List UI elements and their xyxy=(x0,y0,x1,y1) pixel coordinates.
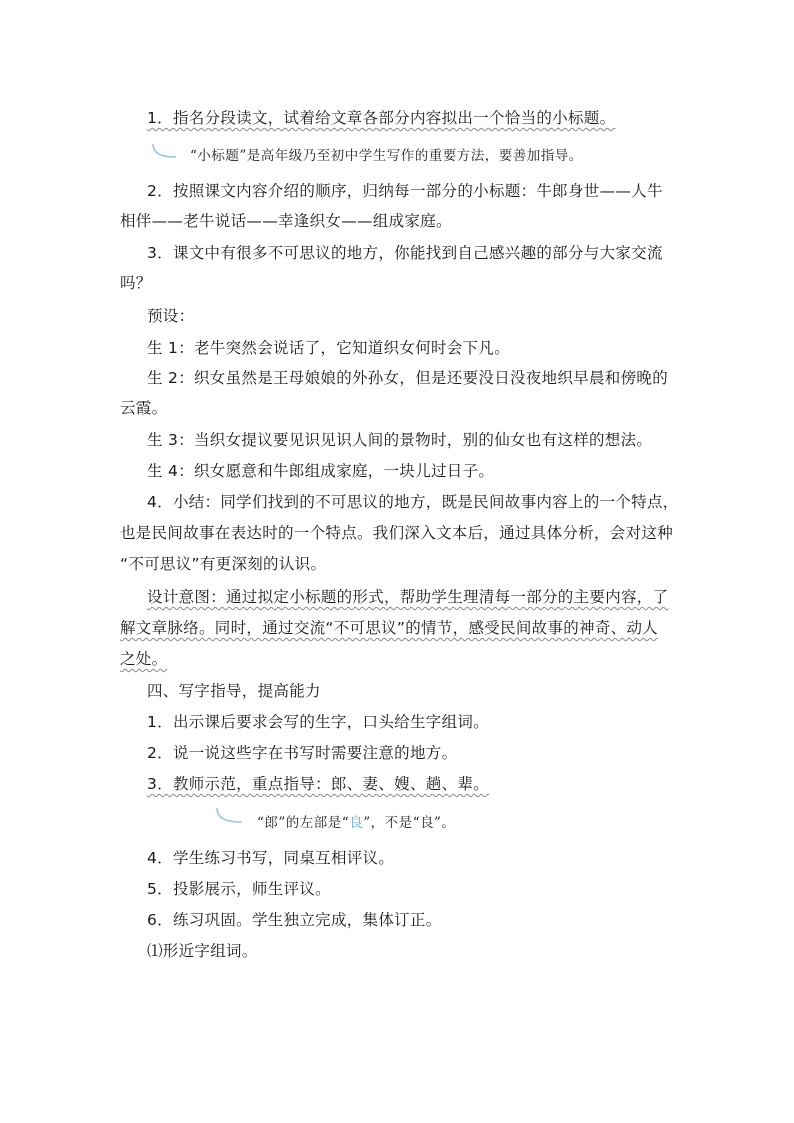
design-intent-line-3: 之处。 xyxy=(120,650,168,668)
teaching-note-2-prefix: “郎”的左部是“ xyxy=(257,815,350,831)
step-3-text: 3．课文中有很多不可思议的地方，你能找到自己感兴趣的部分与大家交流 xyxy=(147,244,663,262)
writing-step-4: 4．学生练习书写，同桌互相评议。 xyxy=(147,849,395,867)
writing-step-1: 1．出示课后要求会写的生字，口头给生字组词。 xyxy=(147,713,489,731)
section-4-heading: 四、写字指导，提高能力 xyxy=(147,682,321,700)
design-intent-line-2: 解文章脉络。同时，通过交流“不可思议”的情节，感受民间故事的神奇、动人 xyxy=(120,619,659,637)
writing-step-3: 3．教师示范，重点指导：郎、妻、嫂、趟、辈。 xyxy=(147,775,489,793)
writing-step-6: 6．练习巩固。学生独立完成，集体订正。 xyxy=(147,911,442,929)
step-2-text-cont: 相伴——老牛说话——幸逢织女——组成家庭。 xyxy=(120,212,452,230)
design-intent-line-1: 设计意图：通过拟定小标题的形式，帮助学生理清每一部分的主要内容，了 xyxy=(147,588,669,606)
radical-glyph: 良 xyxy=(349,815,364,831)
step-2-text: 2．按照课文内容介绍的顺序，归纳每一部分的小标题：牛郎身世——人牛 xyxy=(147,182,663,200)
exercise-item-1: ⑴形近字组词。 xyxy=(147,942,258,960)
step-1-text: 1．指名分段读文，试着给文章各部分内容拟出一个恰当的小标题。 xyxy=(147,109,616,127)
student-answer-3: 生 3：当织女提议要见识见识人间的景物时，别的仙女也有这样的想法。 xyxy=(147,431,653,449)
writing-step-5: 5．投影展示，师生评议。 xyxy=(147,880,331,898)
writing-step-2: 2．说一说这些字在书写时需要注意的地方。 xyxy=(147,744,458,762)
student-answer-2: 生 2：织女虽然是王母娘娘的外孙女，但是还要没日没夜地织早晨和傍晚的 xyxy=(147,369,668,387)
annotation-arrow-icon xyxy=(214,805,244,827)
annotation-arrow-icon xyxy=(150,141,178,161)
step-3-text-cont: 吗？ xyxy=(120,274,152,292)
teaching-note-1: “小标题”是高年级乃至初中学生写作的重要方法，要善加指导。 xyxy=(190,148,583,164)
student-answer-4: 生 4：织女愿意和牛郎组成家庭，一块儿过日子。 xyxy=(147,462,495,480)
teaching-note-2-suffix: ”，不是“良”。 xyxy=(363,815,456,831)
step-4-summary-cont-1: 也是民间故事在表达时的一个特点。我们深入文本后，通过具体分析，会对这种 xyxy=(120,524,674,542)
step-4-summary-cont-2: “不可思议”有更深刻的认识。 xyxy=(120,555,327,573)
preset-label: 预设： xyxy=(147,307,195,325)
step-4-summary: 4．小结：同学们找到的不可思议的地方，既是民间故事内容上的一个特点， xyxy=(147,493,679,511)
teaching-note-2 xyxy=(257,814,455,832)
student-answer-2-cont: 云霞。 xyxy=(120,399,168,417)
student-answer-1: 生 1：老牛突然会说话了，它知道织女何时会下凡。 xyxy=(147,339,510,357)
